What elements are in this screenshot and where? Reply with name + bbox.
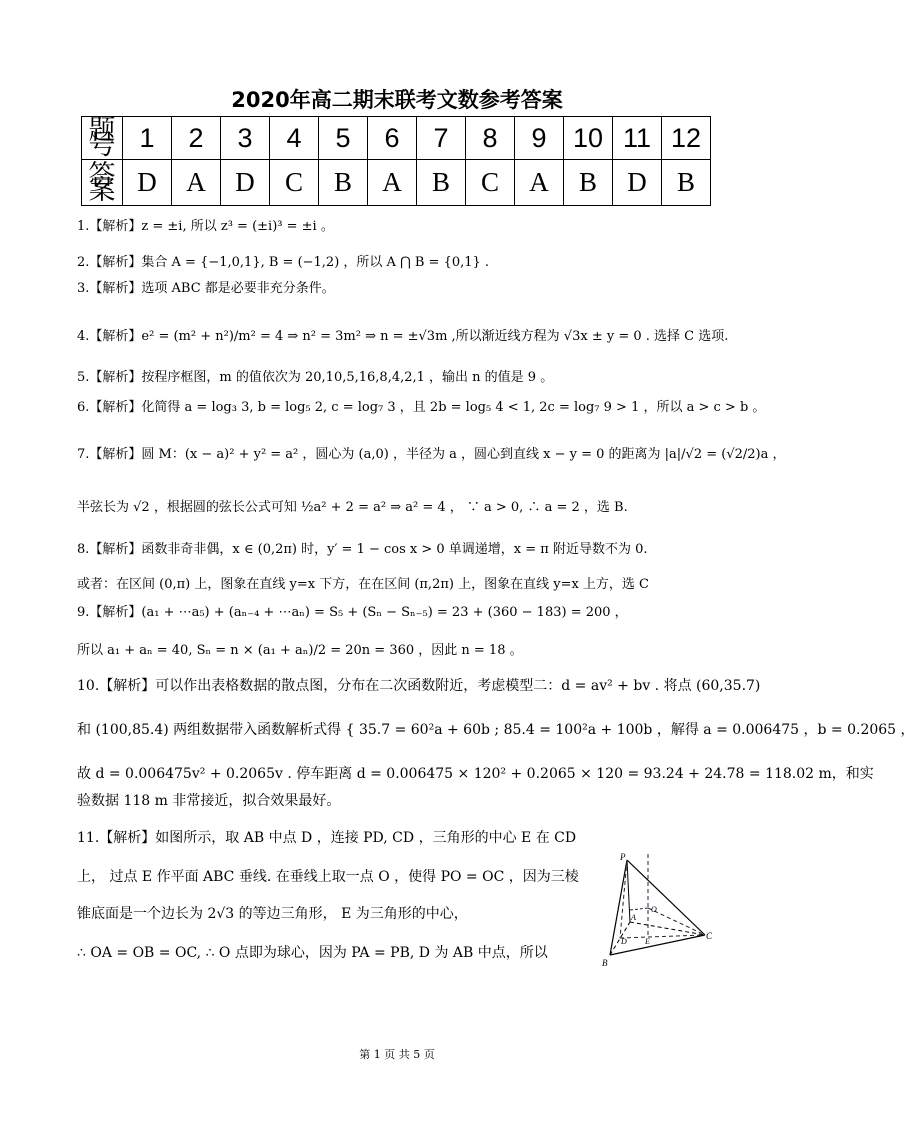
answer-cell: B bbox=[564, 160, 613, 206]
answer-cell: C bbox=[466, 160, 515, 206]
solution-6: 6.【解析】化简得 a = log₃ 3, b = log₅ 2, c = log₇ 3 ，且 2b = log₅ 4 < 1, 2c = log₇ 9 > 1 ，所以 a > c > b 。 bbox=[77, 400, 766, 415]
row-label-answer: 答 案 bbox=[82, 160, 123, 206]
answer-cell: A bbox=[368, 160, 417, 206]
solution-11-line-2: 上， 过点 E 作平面 ABC 垂线. 在垂线上取一点 O ，使得 PO = OC ，因为三棱 bbox=[77, 869, 579, 885]
label-D: D bbox=[621, 937, 627, 946]
solution-9-line-1: 9.【解析】(a₁ + ⋯a₅) + (aₙ₋₄ + ⋯aₙ) = S₅ + (Sₙ − Sₙ₋₅) = 23 + (360 − 183) = 200 ， bbox=[77, 605, 628, 620]
answer-cell: A bbox=[172, 160, 221, 206]
solution-10-line-1: 10.【解析】可以作出表格数据的散点图，分布在二次函数附近，考虑模型二：d = av² + bv . 将点 (60,35.7) bbox=[77, 678, 761, 694]
solution-2: 2.【解析】集合 A = {−1,0,1}, B = (−1,2) ，所以 A ⋂ B = {0,1} . bbox=[77, 255, 490, 270]
answer-table-answer-row bbox=[82, 160, 711, 206]
solution-10-line-3: 故 d = 0.006475v² + 0.2065v . 停车距离 d = 0.006475 × 120² + 0.2065 × 120 = 93.24 + 24.78 = 118.02 m，和实 bbox=[77, 766, 874, 782]
question-number: 2 bbox=[172, 117, 221, 160]
answer-cell: B bbox=[417, 160, 466, 206]
question-number: 8 bbox=[466, 117, 515, 160]
solution-4: 4.【解析】e² = (m² + n²)/m² = 4 ⇒ n² = 3m² ⇒ n = ±√3m ,所以渐近线方程为 √3x ± y = 0 . 选择 C 选项. bbox=[77, 329, 729, 344]
solution-5: 5.【解析】按程序框图，m 的值依次为 20,10,5,16,8,4,2,1 ，输出 n 的值是 9 。 bbox=[77, 370, 554, 385]
answer-table bbox=[81, 116, 711, 206]
question-number: 5 bbox=[319, 117, 368, 160]
row-label-number: 题 号 bbox=[82, 117, 123, 160]
solution-11-line-4: ∴ OA = OB = OC, ∴ O 点即为球心，因为 PA = PB, D 为 AB 中点，所以 bbox=[77, 945, 548, 961]
answer-cell: B bbox=[319, 160, 368, 206]
solution-7-line-2: 半弦长为 √2 ，根据圆的弦长公式可知 ½a² + 2 = a² ⇒ a² = 4 ， ∵ a > 0, ∴ a = 2 ，选 B. bbox=[77, 500, 628, 515]
solution-9-line-2: 所以 a₁ + aₙ = 40, Sₙ = n × (a₁ + aₙ)/2 = 20n = 360 ，因此 n = 18 。 bbox=[77, 643, 523, 658]
label-P: P bbox=[620, 852, 626, 862]
answer-cell: A bbox=[515, 160, 564, 206]
solution-11-line-1: 11.【解析】如图所示，取 AB 中点 D ，连接 PD, CD ，三角形的中心 E 在 CD bbox=[77, 830, 577, 846]
page-footer: 第 1 页 共 5 页 bbox=[359, 1048, 435, 1061]
label-A: A bbox=[631, 913, 636, 922]
solution-7-line-1: 7.【解析】圆 M：(x − a)² + y² = a² ，圆心为 (a,0) ，半径为 a ，圆心到直线 x − y = 0 的距离为 |a|/√2 = (√2/2)a ， bbox=[77, 447, 786, 462]
solution-3: 3.【解析】选项 ABC 都是必要非充分条件。 bbox=[77, 281, 335, 296]
answer-cell: D bbox=[221, 160, 270, 206]
page-title: 2020年高二期末联考文数参考答案 bbox=[231, 88, 563, 112]
answer-table-number-row bbox=[82, 117, 711, 160]
question-number: 6 bbox=[368, 117, 417, 160]
solution-10-line-2: 和 (100,85.4) 两组数据带入函数解析式得 { 35.7 = 60²a + 60b ; 85.4 = 100²a + 100b ，解得 a = 0.006475 ，b = 0.2065 ， bbox=[77, 722, 915, 738]
answer-cell: D bbox=[613, 160, 662, 206]
label-E: E bbox=[645, 937, 650, 946]
question-number: 4 bbox=[270, 117, 319, 160]
question-number: 12 bbox=[662, 117, 711, 160]
question-number: 1 bbox=[123, 117, 172, 160]
solution-8-line-2: 或者：在区间 (0,π) 上，图象在直线 y=x 下方，在在区间 (π,2π) 上，图象在直线 y=x 上方，选 C bbox=[77, 577, 650, 592]
solution-8-line-1: 8.【解析】函数非奇非偶，x ∈ (0,2π) 时，y′ = 1 − cos x > 0 单调递增，x = π 附近导数不为 0. bbox=[77, 542, 648, 557]
question-number: 10 bbox=[564, 117, 613, 160]
label-B: B bbox=[602, 958, 608, 968]
solution-10-line-4: 验数据 118 m 非常接近，拟合效果最好。 bbox=[77, 793, 341, 809]
answer-cell: D bbox=[123, 160, 172, 206]
question-number: 3 bbox=[221, 117, 270, 160]
solution-11-line-3: 锥底面是一个边长为 2√3 的等边三角形， E 为三角形的中心， bbox=[77, 906, 468, 922]
pyramid-figure bbox=[600, 850, 715, 970]
solution-1: 1.【解析】z = ±i, 所以 z³ = (±i)³ = ±i 。 bbox=[77, 219, 334, 234]
answer-cell: C bbox=[270, 160, 319, 206]
question-number: 11 bbox=[613, 117, 662, 160]
answer-cell: B bbox=[662, 160, 711, 206]
question-number: 7 bbox=[417, 117, 466, 160]
label-C: C bbox=[706, 931, 713, 941]
label-O: O bbox=[651, 905, 657, 914]
question-number: 9 bbox=[515, 117, 564, 160]
